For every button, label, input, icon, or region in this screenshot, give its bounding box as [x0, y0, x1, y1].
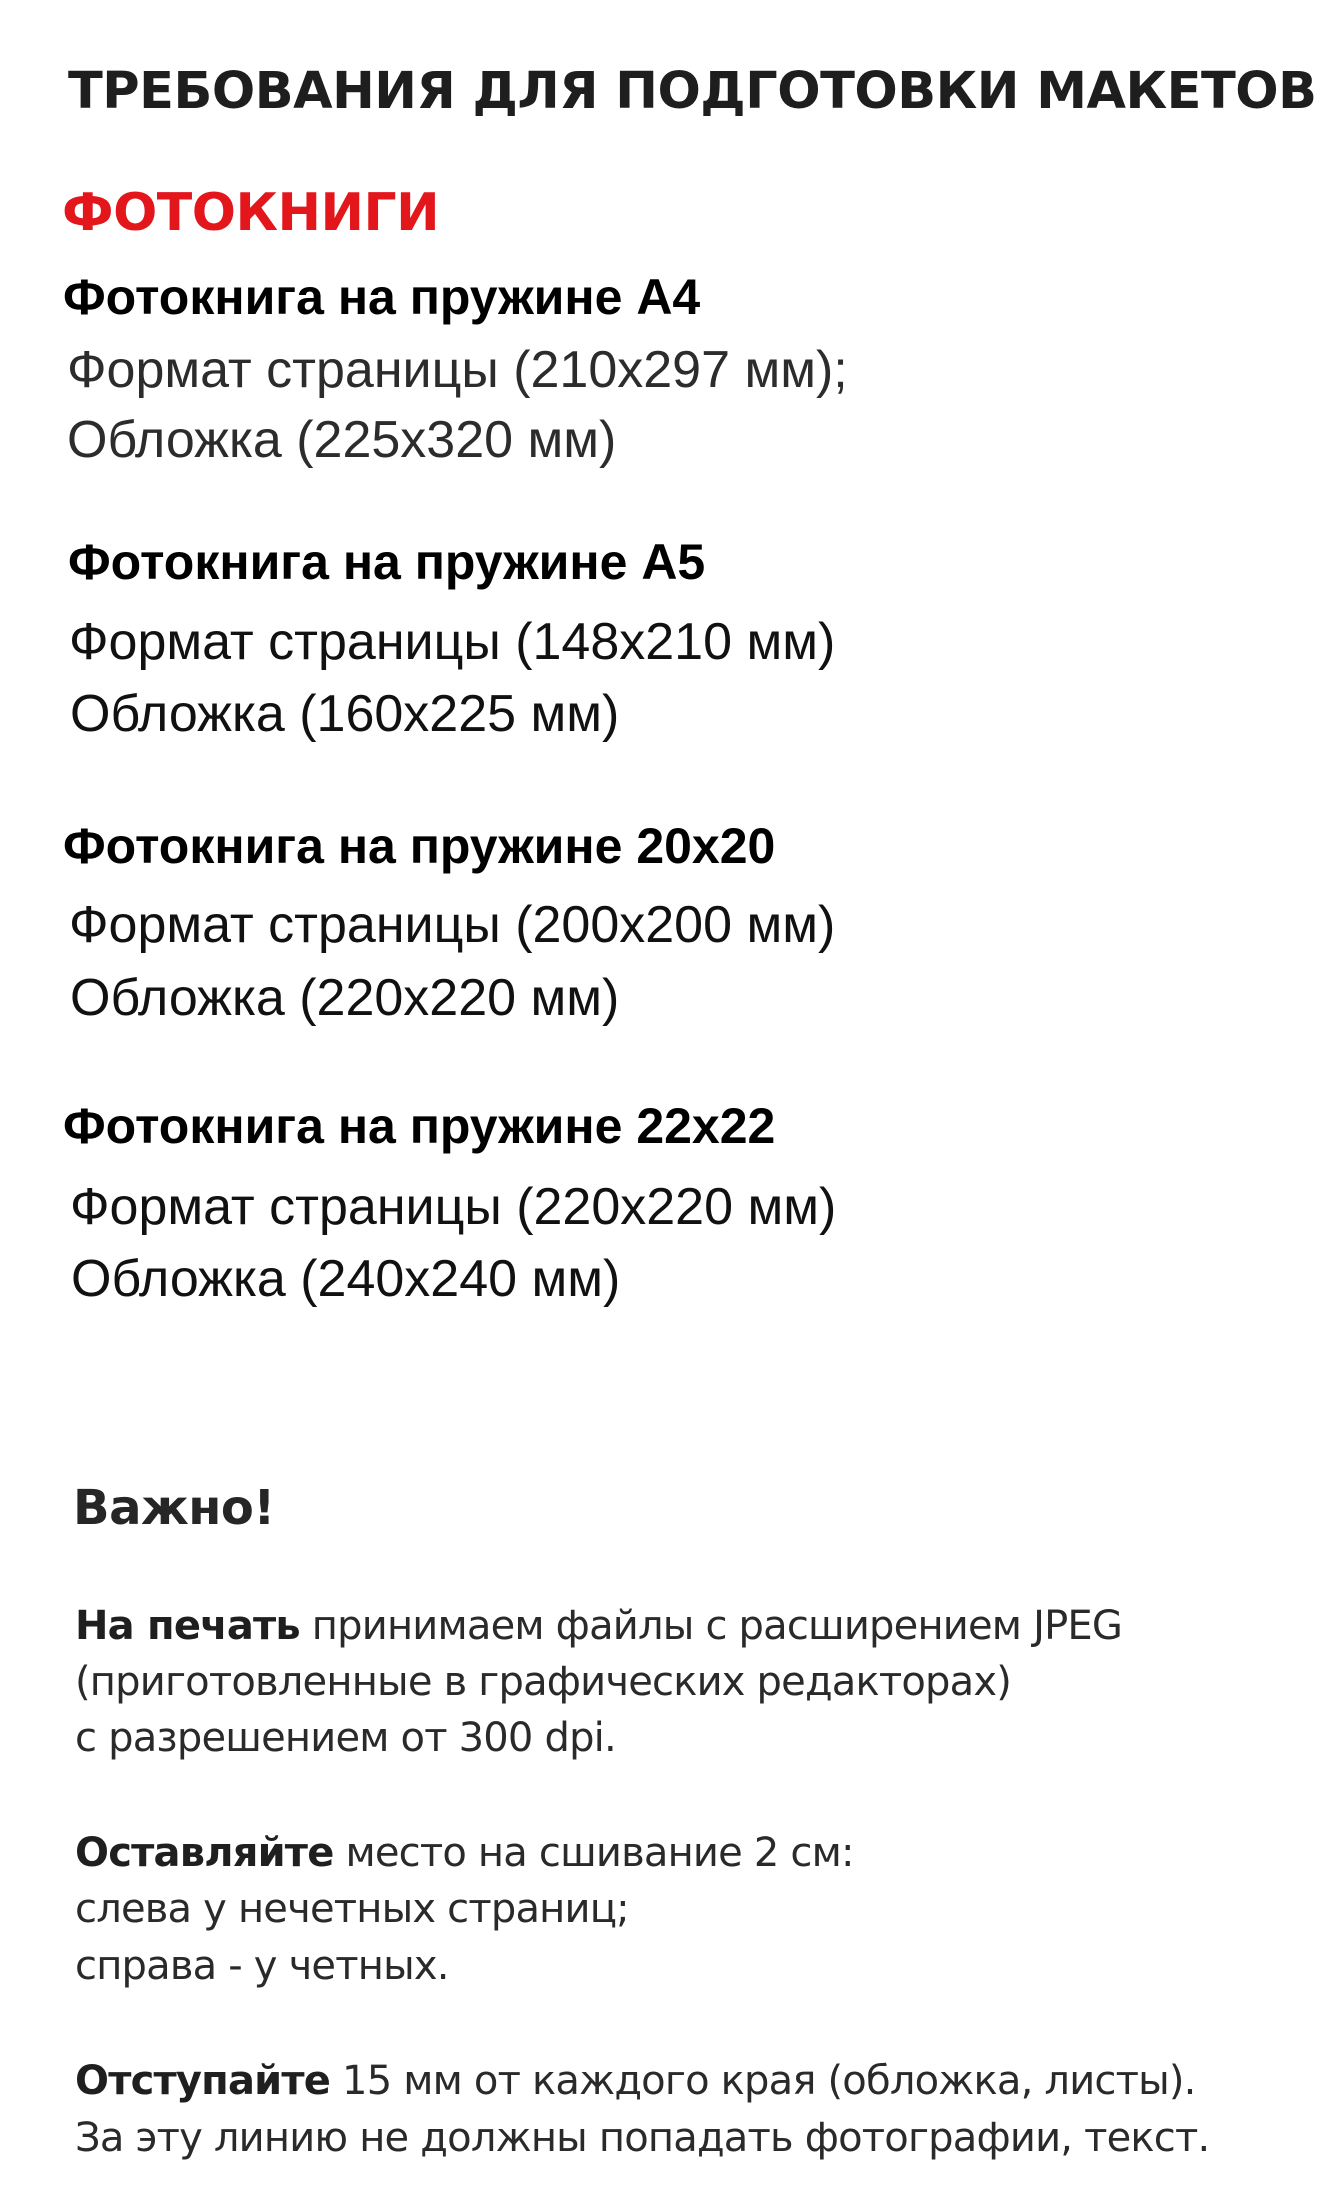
note-line — [75, 2058, 1196, 2104]
note-line: (приготовленные в графических редакторах) — [75, 1659, 1012, 1705]
product-name: Фотокнига на пружине А5 — [68, 534, 706, 590]
note-line: За эту линию не должны попадать фотографии, текст. — [75, 2115, 1210, 2161]
note-line: с разрешением от 300 dpi. — [75, 1715, 616, 1761]
cover-format: Обложка (225х320 мм) — [67, 411, 617, 469]
product-name: Фотокнига на пружине 22х22 — [63, 1098, 776, 1154]
note-text: место на сшивание 2 см: — [333, 1830, 854, 1876]
note-emphasis: Отступайте — [75, 2058, 331, 2104]
note-text: 15 мм от каждого края (обложка, листы). — [330, 2058, 1196, 2104]
product-name: Фотокнига на пружине А4 — [63, 269, 701, 325]
page-format: Формат страницы (220х220 мм) — [70, 1178, 837, 1236]
note-line: справа - у четных. — [75, 1943, 449, 1989]
page-format: Формат страницы (200х200 мм) — [69, 896, 836, 954]
page-format: Формат страницы (210х297 мм); — [67, 341, 848, 399]
cover-format: Обложка (240х240 мм) — [71, 1250, 621, 1308]
page-format: Формат страницы (148х210 мм) — [69, 613, 836, 671]
page-title: ТРЕБОВАНИЯ ДЛЯ ПОДГОТОВКИ МАКЕТОВ — [68, 62, 1317, 121]
note-line — [75, 1603, 1122, 1649]
note-line — [75, 1830, 854, 1876]
note-emphasis: На печать — [75, 1603, 300, 1649]
note-line: слева у нечетных страниц; — [75, 1886, 629, 1932]
cover-format: Обложка (160х225 мм) — [70, 685, 620, 743]
cover-format: Обложка (220х220 мм) — [70, 969, 620, 1027]
product-name: Фотокнига на пружине 20х20 — [63, 818, 776, 874]
section-heading-photobooks: ФОТОКНИГИ — [62, 183, 440, 243]
note-emphasis: Оставляйте — [75, 1830, 334, 1876]
important-heading: Важно! — [73, 1480, 275, 1536]
note-text: принимаем файлы с расширением JPEG — [299, 1603, 1123, 1649]
